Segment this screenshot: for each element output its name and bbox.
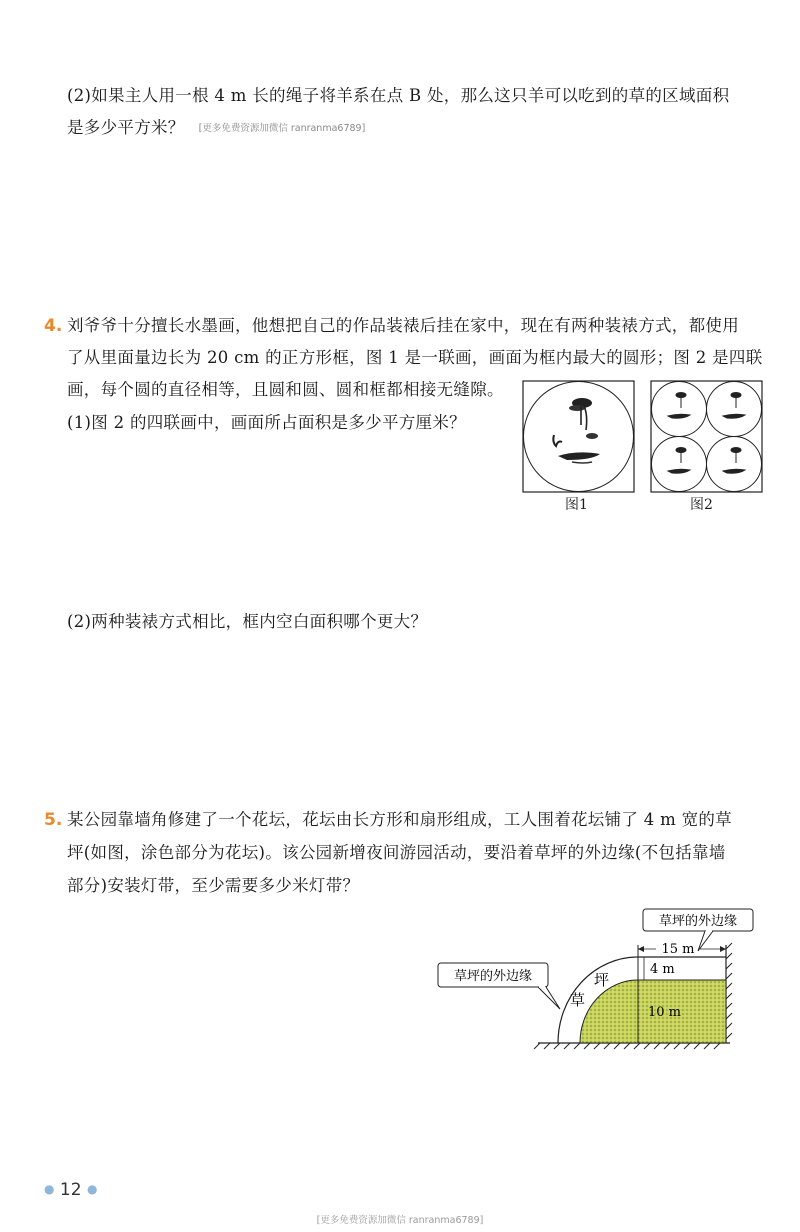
figure-1-single-painting bbox=[522, 380, 635, 493]
q3-watermark: [更多免费资源加微信 ranranma6789] bbox=[198, 123, 366, 134]
q4-part1: (1)图 2 的四联画中，画面所占面积是多少平方厘米？ bbox=[67, 413, 466, 432]
dim-4m-label: 4 m bbox=[650, 962, 675, 977]
figure-1-caption: 图1 bbox=[565, 497, 588, 513]
label-outer-edge-left: 草坪的外边缘 bbox=[453, 969, 533, 984]
page-number bbox=[44, 1178, 97, 1201]
q4-line2: 了从里面量边长为 20 cm 的正方形框，图 1 是一联画，画面为框内最大的圆形；图 2 是四联 bbox=[67, 348, 763, 367]
figure-2-four-paintings bbox=[650, 380, 763, 493]
q5-line3: 部分)安装灯带，至少需要多少米灯带？ bbox=[67, 876, 360, 895]
grass-char-1: 草 bbox=[570, 991, 586, 1009]
q5-flowerbed-diagram bbox=[430, 905, 770, 1055]
q4-line3: 画，每个圆的直径相等，且圆和圆、圆和框都相接无缝隙。 bbox=[67, 380, 504, 399]
dim-10m-label: 10 m bbox=[648, 1005, 682, 1020]
q3-part2-line1: (2)如果主人用一根 4 m 长的绳子将羊系在点 B 处，那么这只羊可以吃到的草的区域面积 bbox=[67, 86, 730, 105]
q3-part2-line2-text: 是多少平方米？ bbox=[67, 118, 185, 137]
q3-part2-line2 bbox=[67, 116, 365, 141]
figure-2-caption: 图2 bbox=[690, 497, 713, 513]
dim-15m-label: 15 m bbox=[661, 942, 695, 957]
grass-char-2: 坪 bbox=[594, 971, 610, 989]
dot-icon: ● bbox=[44, 1182, 55, 1196]
q4-number: 4. bbox=[44, 316, 63, 336]
label-outer-edge-top: 草坪的外边缘 bbox=[658, 914, 738, 929]
q4-part2: (2)两种装裱方式相比，框内空白面积哪个更大？ bbox=[67, 612, 428, 631]
q5-line1: 某公园靠墙角修建了一个花坛，花坛由长方形和扇形组成，工人围着花坛铺了 4 m 宽的草 bbox=[67, 810, 732, 829]
q5-line2: 坪(如图，涂色部分为花坛)。该公园新增夜间游园活动，要沿着草坪的外边缘(不包括靠墙 bbox=[67, 843, 726, 862]
page-number-value: 12 bbox=[59, 1180, 82, 1200]
dot-icon: ● bbox=[86, 1182, 98, 1196]
q5-number: 5. bbox=[44, 810, 63, 830]
footer-watermark: [更多免费资源加微信 ranranma6789] bbox=[316, 1215, 484, 1226]
q4-line1: 刘爷爷十分擅长水墨画，他想把自己的作品装裱后挂在家中，现在有两种装裱方式，都使用 bbox=[67, 316, 739, 335]
